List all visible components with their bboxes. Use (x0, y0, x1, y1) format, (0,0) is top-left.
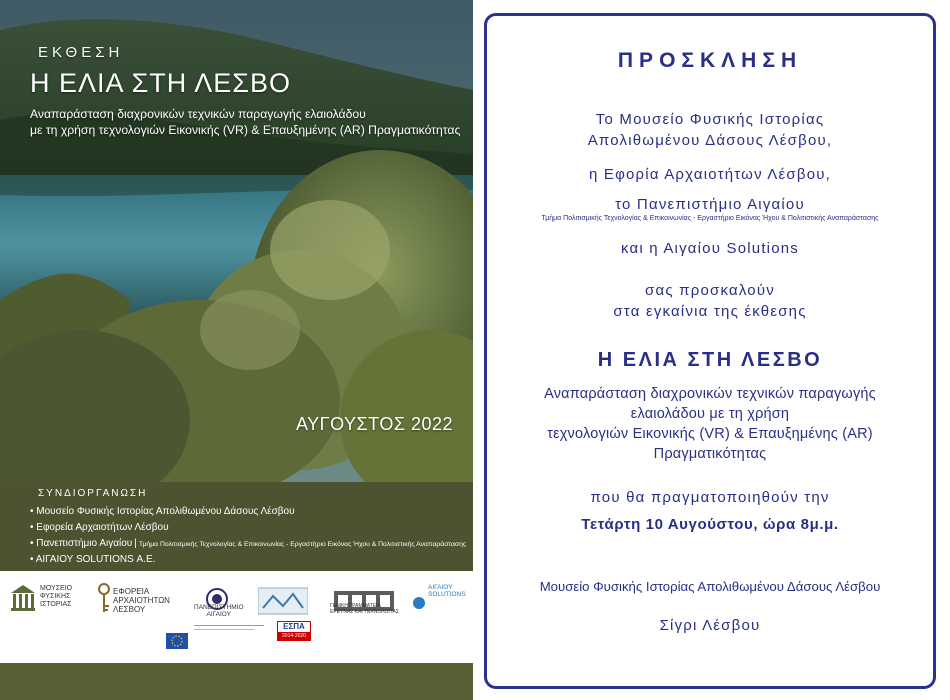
university-logo-text: ΠΑΝΕΠΙΣΤΗΜΙΟ ΑΙΓΑΙΟΥ (194, 604, 244, 618)
coorganizers-heading: ΣΥΝΔΙΟΡΓΑΝΩΣΗ (38, 488, 148, 499)
exhibition-title: Η ΕΛΙΑ ΣΤΗ ΛΕΣΒΟ (597, 349, 823, 371)
poster-subtitle-line1: Αναπαράσταση διαχρονικών τεχνικών παραγωγής ελαιολάδου (30, 107, 366, 121)
museum-temple-icon (8, 579, 38, 619)
gsrt-logo-text: ΓΕΝΙΚΗ ΓΡΑΜΜΑΤΕΙΑ ΕΡΕΥΝΑΣ ΚΑΙ ΤΕΧΝΟΛΟΓΙΑΣ (330, 603, 399, 615)
exhibition-desc-line3: τεχνολογιών Εικονικής (VR) & Επαυξημένης (AR) (547, 426, 873, 442)
coorganizer-item: • Πανεπιστήμιο Αιγαίου | Τμήμα Πολιτισμικής Τεχνολογίας & Επικοινωνίας - Εργαστήριο Εικόνας Ήχου & Πολιτιστικής Αναπαράστασης (30, 538, 467, 549)
organizer-university: το Πανεπιστήμιο Αιγαίου (615, 196, 805, 213)
exhibition-poster (0, 0, 473, 700)
event-date-time: Τετάρτη 10 Αυγούστου, ώρα 8μ.μ. (581, 516, 839, 533)
organizer-ephorate: η Εφορία Αρχαιοτήτων Λέσβου, (588, 166, 832, 183)
poster-subtitle-line2: με τη χρήση τεχνολογιών Εικονικής (VR) & Επαυξημένης (AR) Πραγματικότητας (30, 123, 461, 137)
exhibition-desc-line1: Αναπαράσταση διαχρονικών τεχνικών παραγωγής (544, 386, 876, 402)
espa-logo: ΕΣΠΑ 2014-2020 (277, 621, 311, 641)
aigaiou-solutions-icon (412, 583, 426, 623)
organizer-aigaiou-solutions: και η Αιγαίου Solutions (620, 240, 800, 257)
coorganizer-item: • ΑΙΓΑΙΟΥ SOLUTIONS Α.Ε. (30, 554, 156, 565)
poster-kicker: ΕΚΘΕΣΗ (38, 44, 124, 61)
coorganizer-item: • Μουσείο Φυσικής Ιστορίας Απολιθωμένου Δάσους Λέσβου (30, 506, 295, 517)
organizer-university-department: Τμήμα Πολιτισμικής Τεχνολογίας & Επικοινωνίας - Εργαστήριο Εικόνας Ήχου & Πολιτιστικής Αναπαράστασης (541, 215, 879, 222)
exhibition-desc-line4: Πραγματικότητας (653, 446, 767, 462)
organizer-museum-line2: Απολιθωμένου Δάσους Λέσβου, (587, 132, 833, 149)
eu-flag-icon (166, 621, 188, 661)
ephorate-key-icon (96, 579, 112, 619)
event-venue: Μουσείο Φυσικής Ιστορίας Απολιθωμένου Δάσους Λέσβου (539, 579, 881, 594)
museum-logo-text: ΜΟΥΣΕΙΟ ΦΥΣΙΚΗΣ ΙΣΤΟΡΙΑΣ (40, 585, 73, 608)
exhibition-desc-line2: ελαιολάδου με τη χρήση (630, 406, 790, 422)
poster-footer (0, 663, 473, 700)
invitation-card (484, 13, 936, 689)
university-department: Τμήμα Πολιτισμικής Τεχνολογίας & Επικοινωνίας - Εργαστήριο Εικόνας Ήχου & Πολιτιστικής Αναπαράστασης (138, 541, 467, 548)
sponsor-logos (0, 570, 473, 664)
lab-logo-icon (258, 581, 308, 621)
invite-line1: σας προσκαλούν (645, 282, 775, 299)
invitation-heading: ΠΡΟΣΚΛΗΣΗ (617, 49, 803, 72)
poster-title: Η ΕΛΙΑ ΣΤΗ ΛΕΣΒΟ (30, 68, 292, 98)
espa-divider (194, 629, 254, 630)
invite-line2: στα εγκαίνια της έκθεσης (613, 303, 807, 320)
poster-date: ΑΥΓΟΥΣΤΟΣ 2022 (296, 414, 453, 434)
organizer-museum-line1: Το Μουσείο Φυσικής Ιστορίας (595, 111, 825, 128)
espa-divider (194, 625, 264, 626)
event-when-intro: που θα πραγματοποιηθούν την (590, 489, 830, 506)
ephorate-logo-text: ΕΦΟΡΕΙΑ ΑΡΧΑΙΟΤΗΤΩΝ ΛΕΣΒΟΥ (113, 587, 170, 614)
gsrt-logo-icon (334, 581, 394, 621)
coorganizer-item: • Εφορεία Αρχαιοτήτων Λέσβου (30, 522, 169, 533)
event-place: Σίγρι Λέσβου (659, 617, 761, 634)
aigaiou-logo-text: ΑΙΓΑΙΟΥ SOLUTIONS (428, 584, 466, 598)
coorganizers-band (0, 482, 473, 570)
